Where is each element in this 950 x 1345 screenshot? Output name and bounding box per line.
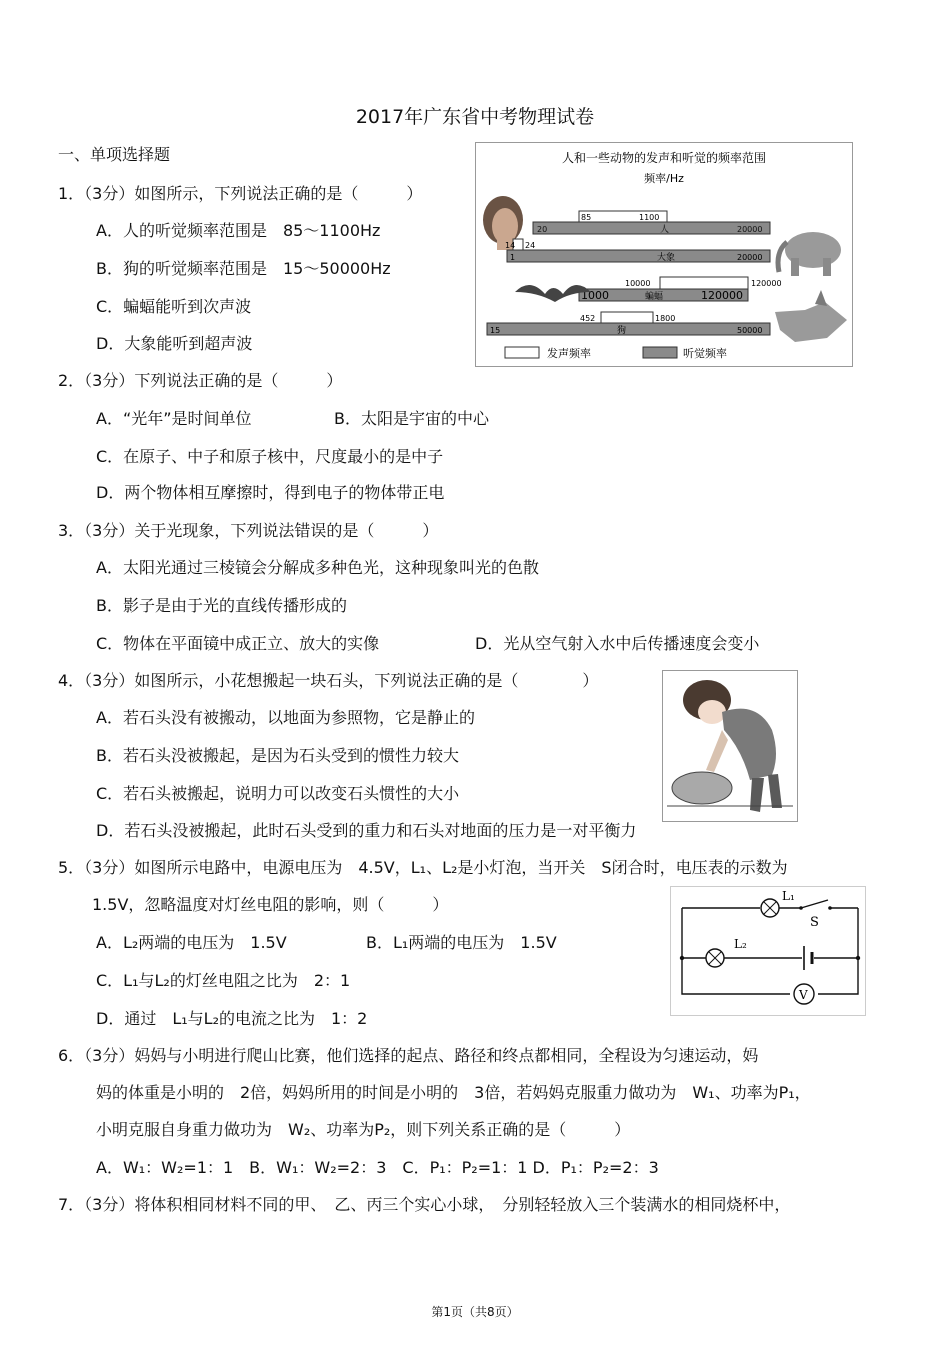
- svg-text:1800: 1800: [655, 314, 676, 323]
- q2-option-a: A．“光年”是时间单位: [96, 409, 252, 428]
- frequency-range-figure: [475, 142, 853, 367]
- q2-option-b: B．太阳是宇宙的中心: [334, 409, 489, 428]
- q4-option-c: C．若石头被搬起，说明力可以改变石头惯性的大小: [96, 784, 460, 803]
- svg-text:14: 14: [505, 241, 516, 250]
- dog-hearing-bar: [487, 323, 770, 335]
- elephant-hearing-bar: [507, 250, 770, 262]
- figure-unit: 频率/Hz: [644, 172, 684, 185]
- svg-text:1: 1: [510, 253, 516, 262]
- q3-option-a: A．太阳光通过三棱镜会分解成多种色光，这种现象叫光的色散: [96, 558, 539, 577]
- label-s: S: [810, 915, 819, 930]
- lamp-l2-icon: [706, 949, 724, 967]
- circuit-diagram-figure: [670, 886, 866, 1016]
- svg-text:50000: 50000: [737, 326, 763, 335]
- svg-text:24: 24: [525, 241, 536, 250]
- lamp-l1-icon: [761, 899, 779, 917]
- svg-text:1100: 1100: [639, 213, 660, 222]
- q1-option-d: D．大象能听到超声波: [96, 334, 253, 353]
- stone-icon: [672, 772, 732, 804]
- figure-title: 人和一些动物的发声和听觉的频率范围: [561, 151, 767, 165]
- q3-option-c: C．物体在平面镜中成正立、放大的实像: [96, 634, 380, 653]
- q2-option-c: C．在原子、中子和原子核中，尺度最小的是中子: [96, 447, 444, 466]
- q4-option-d: D．若石头没被搬起，此时石头受到的重力和石头对地面的压力是一对平衡力: [96, 821, 637, 840]
- svg-text:452: 452: [580, 314, 596, 323]
- q2-stem: 2．（3分）下列说法正确的是（ ）: [58, 371, 343, 390]
- q5-option-d: D．通过 L₁与L₂的电流之比为 1：2: [96, 1009, 368, 1028]
- q4-stem: 4．（3分）如图所示，小花想搬起一块石头，下列说法正确的是（ ）: [58, 671, 599, 690]
- svg-text:120000: 120000: [701, 289, 743, 302]
- svg-text:1000: 1000: [581, 289, 609, 302]
- label-l2: L₂: [734, 937, 747, 951]
- q5-option-c: C．L₁与L₂的灯丝电阻之比为 2：1: [96, 971, 351, 990]
- q6-stem-line1: 6．（3分）妈妈与小明进行爬山比赛，他们选择的起点、路径和终点都相同，全程设为匀速运动，妈: [58, 1046, 759, 1065]
- section-heading: 一、单项选择题: [58, 145, 171, 164]
- human-hearing-bar: [533, 222, 770, 234]
- q6-options: A．W₁：W₂=1：1 B．W₁：W₂=2：3 C．P₁：P₂=1：1 D．P₁：P₂=2：3: [96, 1158, 659, 1177]
- svg-text:85: 85: [581, 213, 592, 222]
- label-v: V: [799, 988, 808, 1002]
- svg-text:120000: 120000: [751, 279, 782, 288]
- q4-option-a: A．若石头没有被搬动，以地面为参照物，它是静止的: [96, 708, 475, 727]
- q1-option-a: A．人的听觉频率范围是 85～1100Hz: [96, 221, 381, 240]
- svg-text:20: 20: [537, 225, 548, 234]
- q2-option-d: D．两个物体相互摩擦时，得到电子的物体带正电: [96, 483, 445, 502]
- q6-stem-line3: 小明克服自身重力做功为 W₂、功率为P₂，则下列关系正确的是（ ）: [96, 1120, 631, 1139]
- girl-lifting-stone-figure: [662, 670, 798, 822]
- label-l1: L₁: [782, 889, 795, 903]
- q3-option-b: B．影子是由于光的直线传播形成的: [96, 596, 347, 615]
- q5-option-a: A．L₂两端的电压为 1.5V: [96, 933, 287, 952]
- svg-text:蝙蝠: 蝙蝠: [645, 292, 664, 302]
- q1-option-b: B．狗的听觉频率范围是 15～50000Hz: [96, 259, 391, 278]
- svg-text:发声频率: 发声频率: [547, 347, 591, 360]
- svg-text:人: 人: [660, 225, 670, 235]
- svg-text:20000: 20000: [737, 253, 763, 262]
- svg-text:听觉频率: 听觉频率: [683, 347, 727, 360]
- svg-text:15: 15: [490, 326, 501, 335]
- page-footer: 第1页（共8页）: [431, 1305, 519, 1319]
- q5-option-b: B．L₁两端的电压为 1.5V: [366, 933, 557, 952]
- q4-option-b: B．若石头没被搬起，是因为石头受到的惯性力较大: [96, 746, 459, 765]
- q5-stem-line1: 5．（3分）如图所示电路中，电源电压为 4.5V，L₁、L₂是小灯泡，当开关 S闭合时，电压表的示数为: [58, 858, 788, 877]
- page-title: 2017年广东省中考物理试卷: [355, 106, 595, 128]
- svg-text:大象: 大象: [657, 253, 676, 263]
- svg-text:狗: 狗: [617, 326, 627, 336]
- q7-stem: 7．（3分）将体积相同材料不同的甲、 乙、丙三个实心小球， 分别轻轻放入三个装满水的相同烧杯中，: [58, 1195, 791, 1214]
- q3-option-d: D．光从空气射入水中后传播速度会变小: [475, 634, 760, 653]
- q1-stem: 1．（3分）如图所示，下列说法正确的是（ ）: [58, 184, 423, 203]
- q6-stem-line2: 妈的体重是小明的 2倍，妈妈所用的时间是小明的 3倍，若妈妈克服重力做功为 W₁、功率为P₁，: [96, 1083, 811, 1102]
- legend-voice-swatch: [505, 347, 539, 358]
- svg-text:20000: 20000: [737, 225, 763, 234]
- legend-hear-swatch: [643, 347, 677, 358]
- q5-stem-line2: 1.5V，忽略温度对灯丝电阻的影响，则（ ）: [92, 895, 449, 914]
- svg-text:10000: 10000: [625, 279, 651, 288]
- q1-option-c: C．蝙蝠能听到次声波: [96, 297, 252, 316]
- q3-stem: 3．（3分）关于光现象，下列说法错误的是（ ）: [58, 521, 439, 540]
